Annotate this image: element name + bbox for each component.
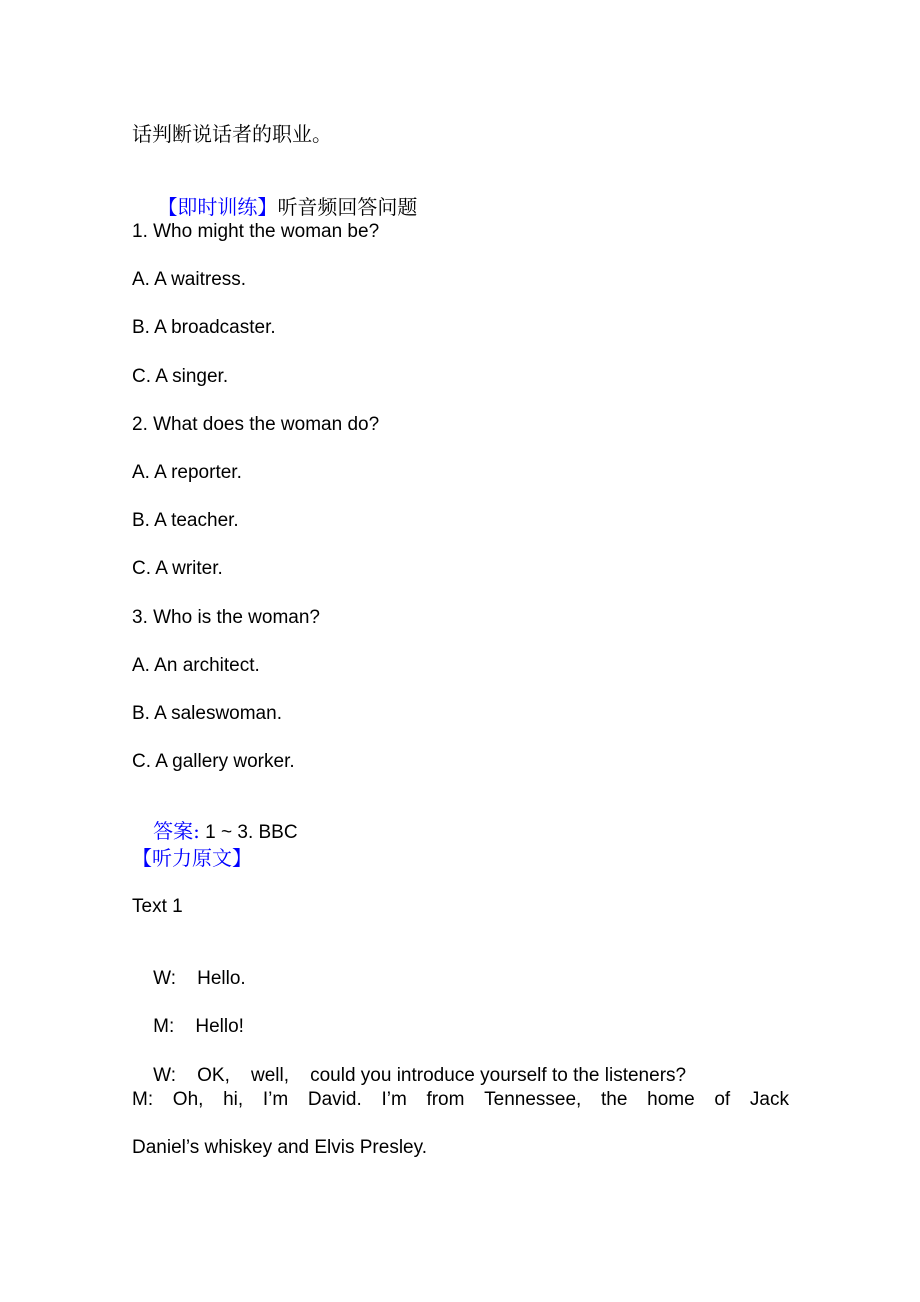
practice-label: 【即时训练】 xyxy=(157,195,278,219)
transcript-word: I’m xyxy=(262,1089,289,1110)
speech-text: OK, well, could you introduce yourself to the listeners? xyxy=(197,1065,687,1086)
transcript-word: of xyxy=(714,1089,731,1110)
transcript-word: David. xyxy=(307,1089,362,1110)
speech-text: Hello! xyxy=(195,1016,244,1037)
transcript-line-justified xyxy=(132,1088,789,1112)
question-option: B. A teacher. xyxy=(132,510,239,531)
transcript-word: hi, xyxy=(223,1089,244,1110)
transcript-text-title: Text 1 xyxy=(132,896,183,917)
question-option: A. An architect. xyxy=(132,655,260,676)
question-stem: 3. Who is the woman? xyxy=(132,607,320,628)
transcript-word: Tennessee, xyxy=(484,1089,582,1110)
answer-label: 答案: xyxy=(153,819,200,843)
speaker-label: W: xyxy=(153,968,176,989)
question-option: B. A broadcaster. xyxy=(132,317,276,338)
transcript-word: from xyxy=(426,1089,465,1110)
transcript-word: home xyxy=(647,1089,695,1110)
question-stem: 2. What does the woman do? xyxy=(132,414,380,435)
intro-text: 话判断说话者的职业。 xyxy=(132,122,332,146)
practice-instruction: 听音频回答问题 xyxy=(277,195,418,219)
transcript-word: Oh, xyxy=(172,1089,204,1110)
question-option: C. A singer. xyxy=(132,366,229,387)
transcript-word: M: xyxy=(132,1089,154,1110)
speaker-label: M: xyxy=(153,1016,175,1037)
transcript-word: the xyxy=(601,1089,628,1110)
transcript-word: I’m xyxy=(381,1089,407,1110)
question-option: A. A waitress. xyxy=(132,269,247,290)
transcript-heading: 【听力原文】 xyxy=(132,846,252,870)
question-option: B. A saleswoman. xyxy=(132,703,282,724)
question-option: C. A gallery worker. xyxy=(132,751,295,772)
transcript-line-continuation: Daniel’s whiskey and Elvis Presley. xyxy=(132,1137,427,1158)
answer-value: 1 ~ 3. BBC xyxy=(199,822,298,843)
transcript-word: Jack xyxy=(749,1089,789,1110)
speech-text: Hello. xyxy=(197,968,246,989)
question-stem: 1. Who might the woman be? xyxy=(132,221,380,242)
question-option: A. A reporter. xyxy=(132,462,242,483)
question-option: C. A writer. xyxy=(132,558,223,579)
speaker-label: W: xyxy=(153,1065,176,1086)
